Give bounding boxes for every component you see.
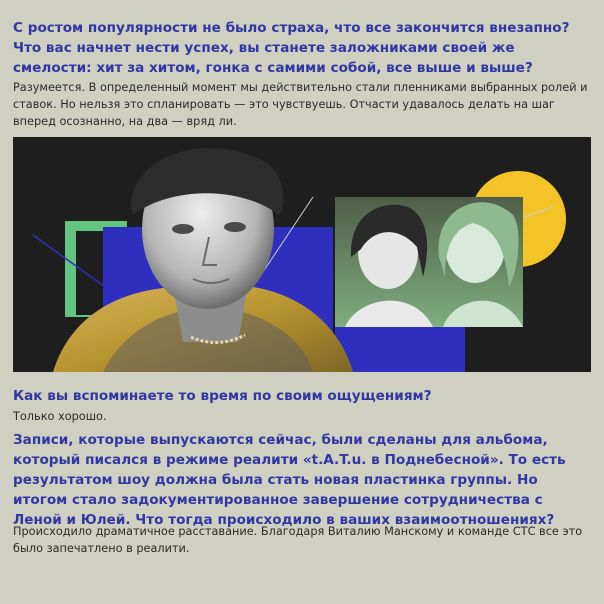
question-3: Записи, которые выпускаются сейчас, были сделаны для альбома, который писался в режиме реалити «t.A.T.u. в Поднебесной». То есть результатом шоу должна была стать новая пластинка группы. Но итогом стало задокументированное завершение сотрудничества с Леной и Юлей. Что тогда происходило в ваших взаимоотношениях? <box>13 432 566 528</box>
question-2: Как вы вспоминаете то время по своим ощущениям? <box>13 388 432 404</box>
answer-2: Только хорошо. <box>13 410 107 423</box>
answer-3: Происходило драматичное расставание. Благодаря Виталию Манскому и команде СТС все это было запечатлено в реалити. <box>13 525 583 555</box>
question-1: С ростом популярности не было страха, что все закончится внезапно? Что вас начнет нести успех, вы станете заложниками своей же смелости: хит за хитом, гонка с самими собой, все выше и выше? <box>13 20 570 76</box>
collage-image <box>13 137 591 372</box>
answer-1: Разумеется. В определенный момент мы действительно стали пленниками выбранных ролей и ставок. Но нельзя это спланировать — это чувствуешь. Отчасти удавалось делать на шаг вперед осознанно, на два — вряд ли. <box>13 81 588 128</box>
